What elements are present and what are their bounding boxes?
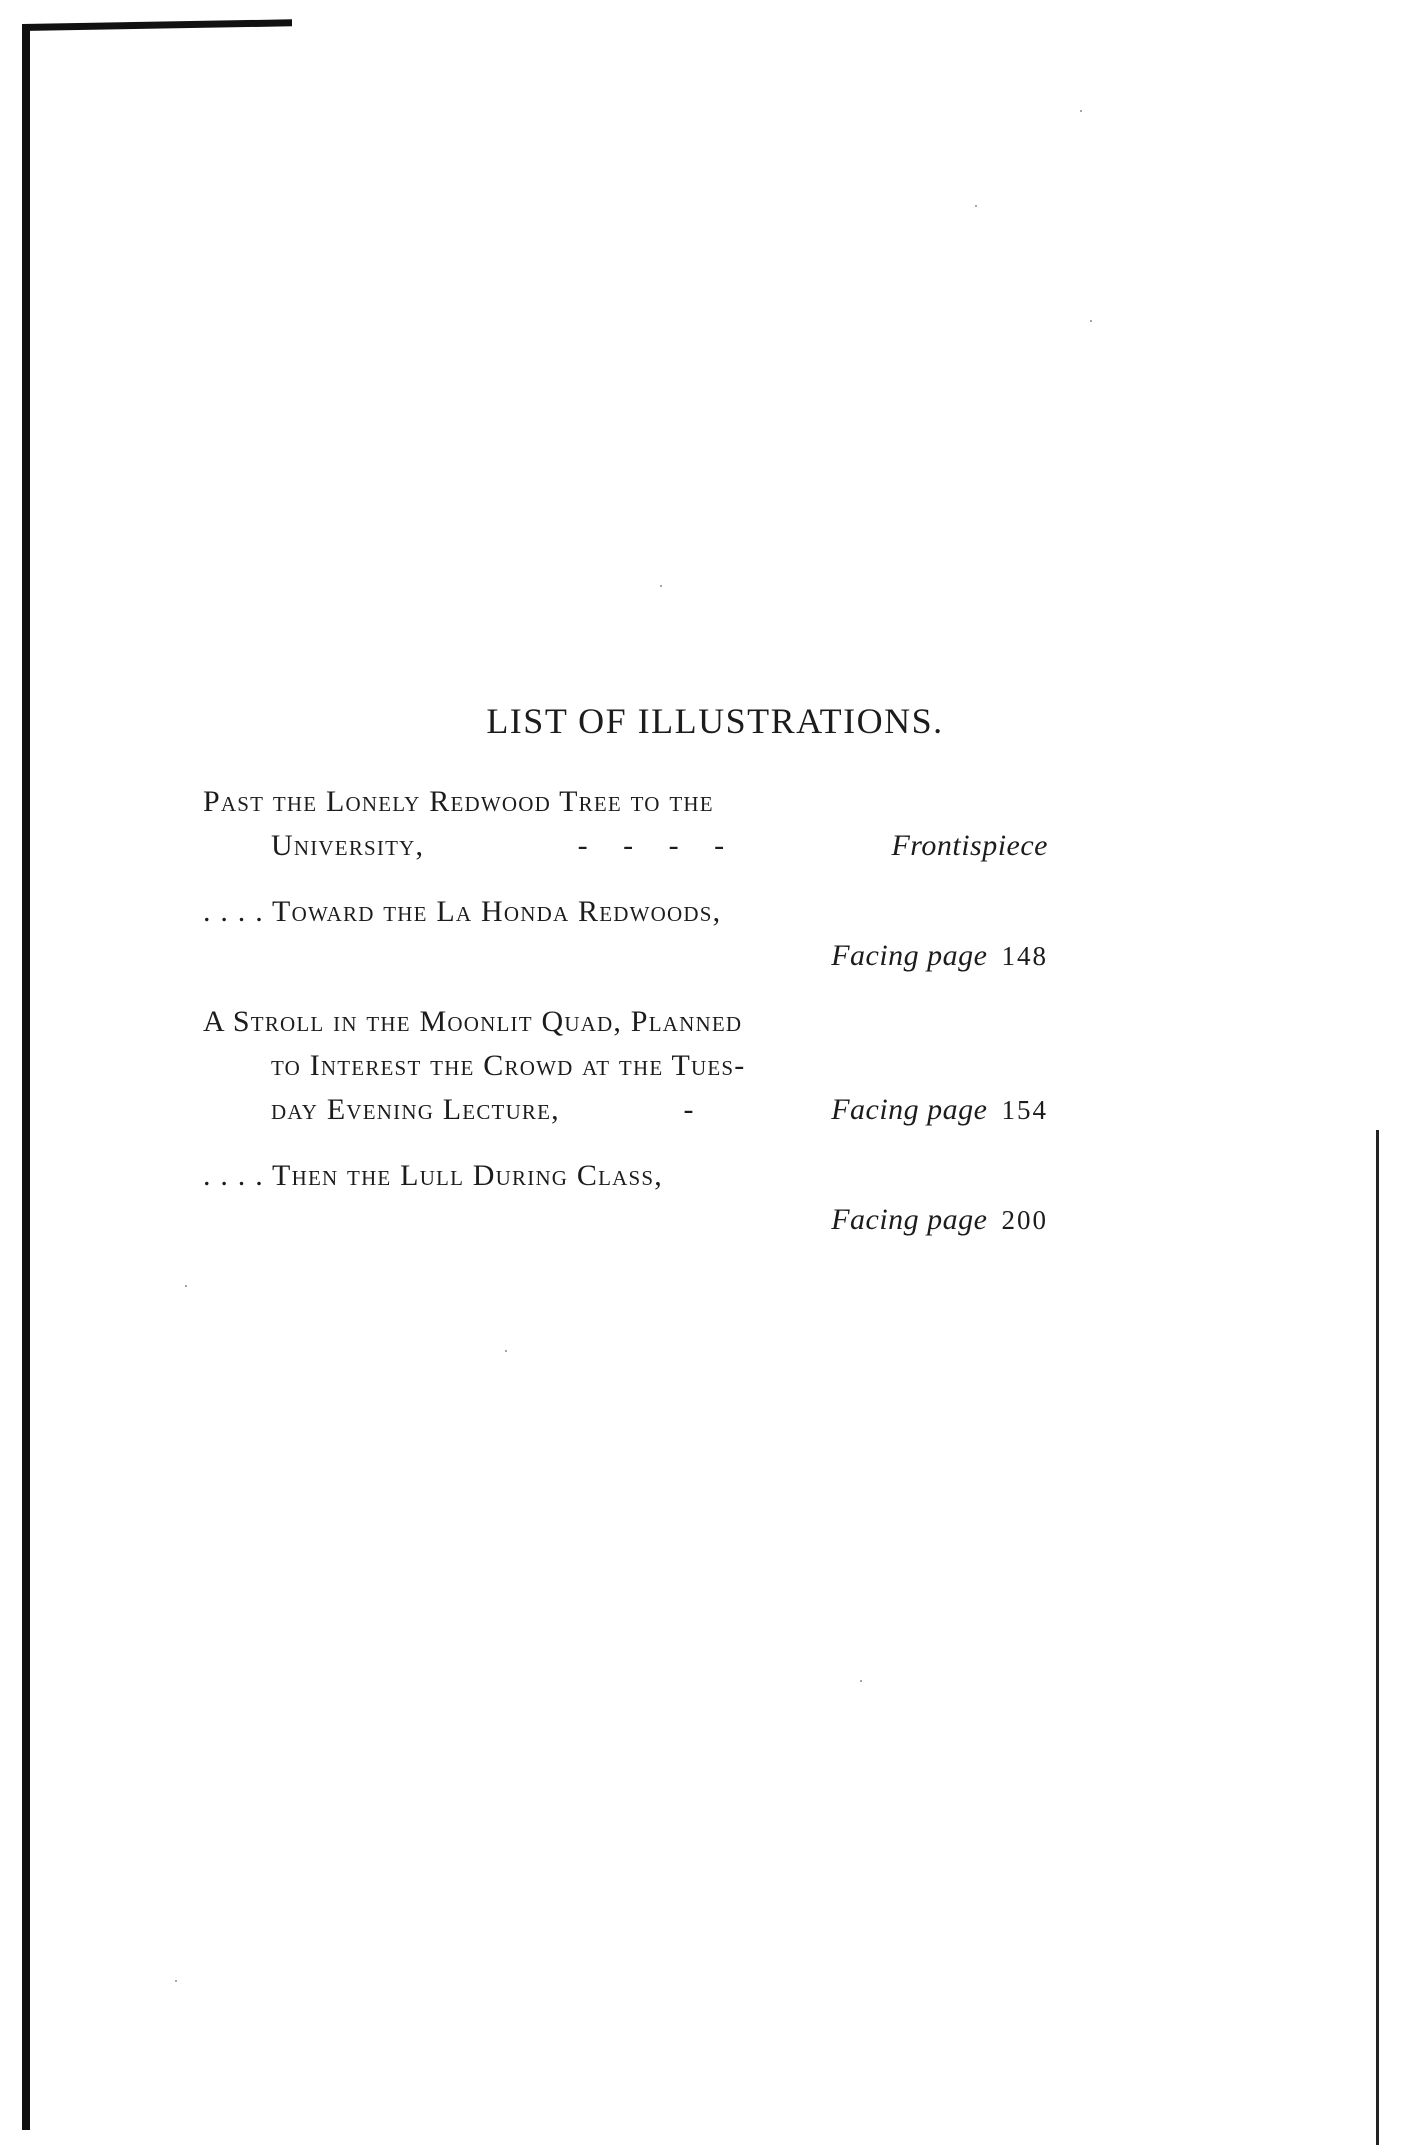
entry-location: Facing page xyxy=(831,1203,988,1236)
scan-speck xyxy=(1080,110,1082,112)
scan-speck xyxy=(175,1980,177,1982)
entry-page-number: 154 xyxy=(1001,1095,1048,1125)
entry-line xyxy=(203,780,1048,824)
list-item xyxy=(203,1000,1048,1132)
entry-line xyxy=(203,1154,1048,1198)
page-edge-left xyxy=(22,30,30,2130)
list-item xyxy=(203,1154,1048,1242)
scan-speck xyxy=(975,205,977,207)
entry-caption: . . . . Then the Lull During Class, xyxy=(203,1159,663,1192)
scan-speck xyxy=(660,585,662,587)
page-edge-top xyxy=(22,19,292,31)
scan-speck xyxy=(185,1285,187,1287)
scan-speck xyxy=(1090,320,1092,322)
entry-caption: Past the Lonely Redwood Tree to the xyxy=(203,785,714,818)
list-item xyxy=(203,890,1048,978)
scan-speck xyxy=(860,1680,862,1682)
scan-speck xyxy=(505,1350,507,1352)
illustrations-list xyxy=(203,780,1048,1264)
entry-line xyxy=(203,1044,1048,1088)
list-item xyxy=(203,780,1048,868)
page-edge-right xyxy=(1376,1130,1379,2145)
entry-caption: to Interest the Crowd at the Tues- xyxy=(271,1049,746,1082)
leader-dashes: - xyxy=(683,1093,708,1126)
entry-line xyxy=(203,1198,1048,1242)
entry-location: Frontispiece xyxy=(891,829,1048,862)
entry-location: Facing page xyxy=(831,939,988,972)
entry-caption: University, xyxy=(271,829,425,862)
entry-location: Facing page xyxy=(831,1093,988,1126)
entry-line xyxy=(203,1088,1048,1132)
entry-line xyxy=(203,890,1048,934)
entry-line xyxy=(203,824,1048,868)
entry-caption: A Stroll in the Moonlit Quad, Planned xyxy=(203,1005,743,1038)
entry-page-number: 148 xyxy=(1001,941,1048,971)
entry-line xyxy=(203,934,1048,978)
page-title: LIST OF ILLUSTRATIONS. xyxy=(486,701,944,741)
entry-caption: . . . . Toward the La Honda Redwoods, xyxy=(203,895,722,928)
entry-page-number: 200 xyxy=(1001,1205,1048,1235)
entry-line xyxy=(203,1000,1048,1044)
entry-caption: day Evening Lecture, xyxy=(271,1093,560,1126)
leader-dashes: - - - - xyxy=(577,829,739,862)
